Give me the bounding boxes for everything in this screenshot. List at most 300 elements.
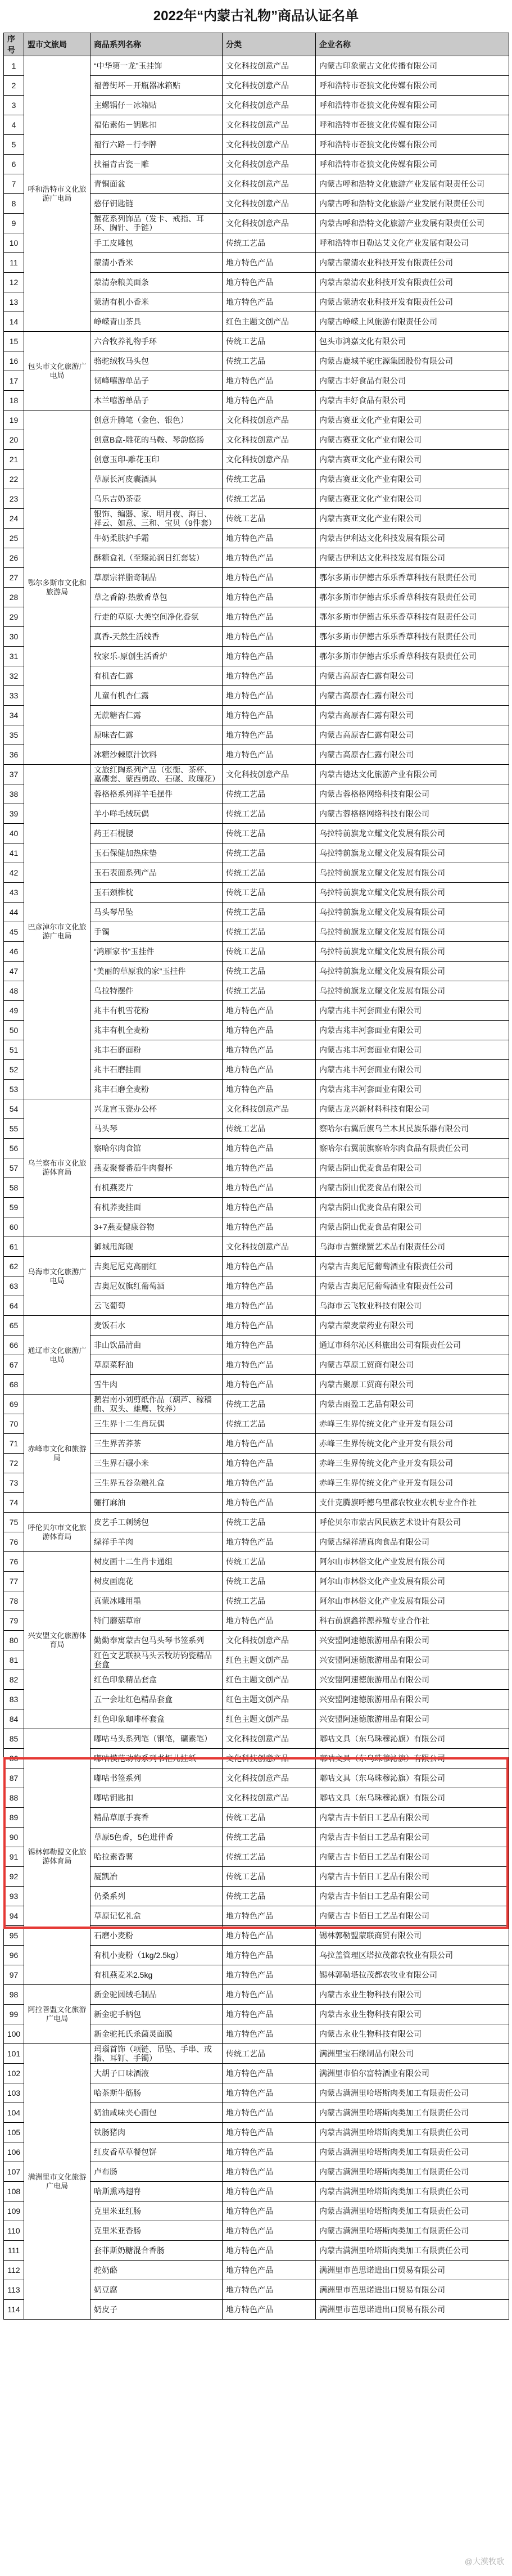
product-name: 青铜面盆: [90, 174, 223, 194]
category-cell: 地方特色产品: [223, 1021, 316, 1040]
category-cell: 地方特色产品: [223, 2300, 316, 2320]
product-name: 三生界石碾小米: [90, 1454, 223, 1473]
row-number: 112: [4, 2261, 24, 2280]
product-name: 骆驼绒牧马头包: [90, 351, 223, 371]
product-name: 无蔗糖杏仁露: [90, 706, 223, 725]
category-cell: 传统工艺品: [223, 981, 316, 1001]
company-cell: 内蒙古满洲里哈塔斯肉类加工有限责任公司: [316, 2221, 509, 2241]
row-number: 73: [4, 1473, 24, 1493]
product-name: 3+7燕麦健康谷物: [90, 1217, 223, 1237]
table-body: [4, 56, 509, 2320]
product-name: 红色印象精品套盒: [90, 1670, 223, 1690]
row-number: 36: [4, 745, 24, 765]
row-number: 19: [4, 410, 24, 430]
company-cell: 内蒙古赛亚文化产业有限公司: [316, 450, 509, 470]
company-cell: 内蒙古龙兴新材料科技有限公司: [316, 1099, 509, 1119]
category-cell: 传统工艺品: [223, 1572, 316, 1591]
row-number: 66: [4, 1336, 24, 1355]
category-cell: 文化科技创意产品: [223, 76, 316, 96]
row-number: 70: [4, 1414, 24, 1434]
product-name: “美丽的草原我的家”玉挂件: [90, 962, 223, 981]
company-cell: 内蒙古赛亚文化产业有限公司: [316, 470, 509, 489]
product-name: 树皮画鹿花: [90, 1572, 223, 1591]
company-cell: 乌拉盖管理区塔拉茂都农牧业有限公司: [316, 1946, 509, 1965]
row-number: 111: [4, 2241, 24, 2261]
company-cell: 满洲里市伯尔富特酒业有限公司: [316, 2064, 509, 2083]
company-cell: 内蒙古高原杏仁露有限公司: [316, 686, 509, 706]
row-number: 38: [4, 784, 24, 804]
category-cell: 地方特色产品: [223, 1178, 316, 1198]
category-cell: 地方特色产品: [223, 627, 316, 647]
category-cell: 地方特色产品: [223, 1454, 316, 1473]
category-cell: 地方特色产品: [223, 1217, 316, 1237]
category-cell: 地方特色产品: [223, 1001, 316, 1021]
row-number: 113: [4, 2280, 24, 2300]
company-cell: 内蒙古蒙清农业科技开发有限责任公司: [316, 273, 509, 292]
row-number: 33: [4, 686, 24, 706]
category-cell: 文化科技创意产品: [223, 1749, 316, 1769]
company-cell: 赤峰三生界传统文化产业开发有限公司: [316, 1434, 509, 1454]
category-cell: 地方特色产品: [223, 1493, 316, 1513]
company-cell: 内蒙古满洲里哈塔斯肉类加工有限责任公司: [316, 2162, 509, 2182]
category-cell: 地方特色产品: [223, 2005, 316, 2024]
category-cell: 地方特色产品: [223, 1080, 316, 1099]
table-row: [4, 1985, 509, 2005]
company-cell: 满洲里市芭思诺进出口贸易有限公司: [316, 2280, 509, 2300]
product-name: 有机燕麦片: [90, 1178, 223, 1198]
bureau-cell: 满洲里市文化旅游广电局: [24, 2044, 90, 2320]
row-number: 108: [4, 2182, 24, 2201]
category-cell: 传统工艺品: [223, 2044, 316, 2064]
row-number: 27: [4, 568, 24, 588]
row-number: 60: [4, 1217, 24, 1237]
category-cell: 传统工艺品: [223, 1887, 316, 1906]
product-name: 云飞葡萄: [90, 1296, 223, 1316]
category-cell: 传统工艺品: [223, 509, 316, 529]
product-name: 嘟咕模范动物系列书柜儿挂纸: [90, 1749, 223, 1769]
category-cell: 地方特色产品: [223, 1434, 316, 1454]
company-cell: 内蒙古赛亚文化产业有限公司: [316, 489, 509, 509]
company-cell: 内蒙古蓉格格网络科技有限公司: [316, 784, 509, 804]
product-name: 红色印象咖啡杯套盒: [90, 1709, 223, 1729]
product-name: 雪牛肉: [90, 1375, 223, 1395]
product-name: 草原记忆礼盒: [90, 1906, 223, 1926]
product-name: 药王石棍腰: [90, 824, 223, 843]
product-name: 创意玉印-雕花玉印: [90, 450, 223, 470]
company-cell: 内蒙古阴山优麦食品有限公司: [316, 1178, 509, 1198]
product-name: 铁肠猪肉: [90, 2123, 223, 2142]
company-cell: 兴安盟阿速德旅游用品有限公司: [316, 1709, 509, 1729]
company-cell: 呼和浩特市苍狼文化传媒有限公司: [316, 96, 509, 115]
product-name: 手镯: [90, 922, 223, 942]
company-cell: 内蒙古阴山优麦食品有限公司: [316, 1217, 509, 1237]
company-cell: 嘟咕文具（东乌珠穆沁旗）有限公司: [316, 1769, 509, 1788]
category-cell: 地方特色产品: [223, 1985, 316, 2005]
category-cell: 地方特色产品: [223, 1296, 316, 1316]
category-cell: 传统工艺品: [223, 962, 316, 981]
row-number: 43: [4, 883, 24, 903]
category-cell: 地方特色产品: [223, 1060, 316, 1080]
company-cell: 阿尔山市林俗文化产业发展有限公司: [316, 1572, 509, 1591]
company-cell: 内蒙古雨盈工艺品有限公司: [316, 1395, 509, 1414]
row-number: 76: [4, 1552, 24, 1572]
row-number: 1: [4, 56, 24, 76]
category-cell: 传统工艺品: [223, 843, 316, 863]
category-cell: 地方特色产品: [223, 1336, 316, 1355]
company-cell: 兴安盟阿速德旅游用品有限公司: [316, 1650, 509, 1670]
category-cell: 地方特色产品: [223, 1473, 316, 1493]
company-cell: 内蒙古呼和浩特文化旅游产业发展有限责任公司: [316, 214, 509, 233]
category-cell: 地方特色产品: [223, 2221, 316, 2241]
product-name: 创意升腾笔（金色、银色）: [90, 410, 223, 430]
category-cell: 地方特色产品: [223, 273, 316, 292]
category-cell: 地方特色产品: [223, 548, 316, 568]
product-name: 乌乐吉奶茶壶: [90, 489, 223, 509]
row-number: 59: [4, 1198, 24, 1217]
product-name: 吉奥尼奴旗红葡萄酒: [90, 1276, 223, 1296]
row-number: 76: [4, 1532, 24, 1552]
row-number: 107: [4, 2162, 24, 2182]
column-header-company: 企业名称: [316, 33, 509, 56]
row-number: 93: [4, 1887, 24, 1906]
category-cell: 地方特色产品: [223, 1906, 316, 1926]
product-name: 乌拉特摆件: [90, 981, 223, 1001]
category-cell: 传统工艺品: [223, 804, 316, 824]
product-name: 牛奶柔肤护手霜: [90, 529, 223, 548]
category-cell: 地方特色产品: [223, 2123, 316, 2142]
product-name: 勤勤奉寓蒙古包马头琴书签系列: [90, 1631, 223, 1650]
row-number: 24: [4, 509, 24, 529]
company-cell: 察哈尔右翼后旗乌兰木其民族乐器有限公司: [316, 1119, 509, 1139]
row-number: 97: [4, 1965, 24, 1985]
company-cell: 通辽市科尔沁区科旅出公司有限责任公司: [316, 1336, 509, 1355]
category-cell: 文化科技创意产品: [223, 115, 316, 135]
product-name: 羊小咩毛绒玩偶: [90, 804, 223, 824]
row-number: 74: [4, 1493, 24, 1513]
product-name: 套菲斯奶糖混合香肠: [90, 2241, 223, 2261]
category-cell: 地方特色产品: [223, 1316, 316, 1336]
product-name: 福善街坏－开瓶器冰箱贴: [90, 76, 223, 96]
product-name: 骊打麻油: [90, 1493, 223, 1513]
category-cell: 地方特色产品: [223, 588, 316, 607]
product-name: 蒙清杂粮美面条: [90, 273, 223, 292]
company-cell: 呼和浩特市苍狼文化传媒有限公司: [316, 135, 509, 155]
company-cell: 内蒙古蒙麦蒙药业有限公司: [316, 1316, 509, 1336]
company-cell: 呼和浩特市苍狼文化传媒有限公司: [316, 76, 509, 96]
product-name: 文旅红陶系列产品（张衡、茶杯、嘉碟套、蒙西勇敢、石碾、玫瑰花）: [90, 765, 223, 784]
row-number: 64: [4, 1296, 24, 1316]
column-header-category: 分类: [223, 33, 316, 56]
category-cell: 传统工艺品: [223, 332, 316, 351]
category-cell: 地方特色产品: [223, 2083, 316, 2103]
row-number: 102: [4, 2064, 24, 2083]
company-cell: 内蒙古阴山优麦食品有限公司: [316, 1158, 509, 1178]
product-name: 非山饮品清曲: [90, 1336, 223, 1355]
category-cell: 红色主题文创产品: [223, 312, 316, 332]
row-number: 82: [4, 1670, 24, 1690]
company-cell: 满洲里宝石缘制品有限公司: [316, 2044, 509, 2064]
bureau-cell: 锡林郭勒盟文化旅游体育局: [24, 1729, 90, 1985]
company-cell: 内蒙古聚原工贸商有限公司: [316, 1375, 509, 1395]
product-name: 仍桑系列: [90, 1887, 223, 1906]
product-name: 酥糖盒礼（至臻沁润日红套装）: [90, 548, 223, 568]
company-cell: 内蒙古吉奥尼尼葡萄酒业有限责任公司: [316, 1276, 509, 1296]
category-cell: 传统工艺品: [223, 1552, 316, 1572]
bureau-cell: 鄂尔多斯市文化和旅游局: [24, 410, 90, 765]
product-name: 精品草原手赛香: [90, 1808, 223, 1828]
category-cell: 传统工艺品: [223, 824, 316, 843]
row-number: 29: [4, 607, 24, 627]
column-header-no: 序号: [4, 33, 24, 56]
company-cell: 内蒙古蒙清农业科技开发有限责任公司: [316, 292, 509, 312]
category-cell: 文化科技创意产品: [223, 1769, 316, 1788]
category-cell: 地方特色产品: [223, 1355, 316, 1375]
product-name: 木兰嘻游单品子: [90, 391, 223, 410]
company-cell: 内蒙古满洲里哈塔斯肉类加工有限责任公司: [316, 2083, 509, 2103]
product-name: 原味杏仁露: [90, 725, 223, 745]
row-number: 80: [4, 1631, 24, 1650]
product-name: 蓉格格系列祥羊毛摆件: [90, 784, 223, 804]
category-cell: 地方特色产品: [223, 607, 316, 627]
row-number: 54: [4, 1099, 24, 1119]
category-cell: 传统工艺品: [223, 1414, 316, 1434]
category-cell: 地方特色产品: [223, 568, 316, 588]
row-number: 11: [4, 253, 24, 273]
company-cell: 内蒙古绿祥清真肉食品有限公司: [316, 1532, 509, 1552]
category-cell: 文化科技创意产品: [223, 430, 316, 450]
product-name: 玉石表面系列产品: [90, 863, 223, 883]
watermark: @大漠牧歌: [464, 2557, 504, 2566]
category-cell: 传统工艺品: [223, 1867, 316, 1887]
company-cell: 内蒙古满洲里哈塔斯肉类加工有限责任公司: [316, 2123, 509, 2142]
product-name: 吉奥尼尼克高丽红: [90, 1257, 223, 1276]
product-name: 石磨小麦粉: [90, 1926, 223, 1946]
row-number: 26: [4, 548, 24, 568]
category-cell: 地方特色产品: [223, 745, 316, 765]
category-cell: 地方特色产品: [223, 1611, 316, 1631]
category-cell: 传统工艺品: [223, 784, 316, 804]
category-cell: 地方特色产品: [223, 1257, 316, 1276]
row-number: 114: [4, 2300, 24, 2320]
row-number: 7: [4, 174, 24, 194]
row-number: 8: [4, 194, 24, 214]
category-cell: 地方特色产品: [223, 706, 316, 725]
row-number: 77: [4, 1572, 24, 1591]
product-name: 皮艺手工刺绣包: [90, 1513, 223, 1532]
company-cell: 满洲里市芭思诺进出口贸易有限公司: [316, 2300, 509, 2320]
row-number: 67: [4, 1355, 24, 1375]
product-name: 哈斯熏鸡翅脊: [90, 2182, 223, 2201]
product-name: 玛瑙首饰（项链、吊坠、手串、戒指、耳钉、手镯）: [90, 2044, 223, 2064]
row-number: 52: [4, 1060, 24, 1080]
category-cell: 地方特色产品: [223, 647, 316, 666]
row-number: 87: [4, 1769, 24, 1788]
row-number: 75: [4, 1513, 24, 1532]
category-cell: 传统工艺品: [223, 863, 316, 883]
bureau-cell: 通辽市文化旅游广电局: [24, 1316, 90, 1395]
category-cell: 文化科技创意产品: [223, 56, 316, 76]
row-number: 20: [4, 430, 24, 450]
company-cell: 嘟咕文具（东乌珠穆沁旗）有限公司: [316, 1749, 509, 1769]
company-cell: 内蒙古赛亚文化产业有限公司: [316, 430, 509, 450]
product-name: 蒙清小香米: [90, 253, 223, 273]
bureau-cell: 呼和浩特市文化旅游广电局: [24, 56, 90, 332]
company-cell: 乌拉特前旗龙立耀文化发展有限公司: [316, 962, 509, 981]
row-number: 39: [4, 804, 24, 824]
column-header-product: 商品系列名称: [90, 33, 223, 56]
company-cell: 内蒙古吉卡佰日工艺品有限公司: [316, 1867, 509, 1887]
company-cell: 内蒙古呼和浩特文化旅游产业发展有限责任公司: [316, 194, 509, 214]
row-number: 34: [4, 706, 24, 725]
table-row: [4, 2044, 509, 2064]
product-name: 草原菜籽油: [90, 1355, 223, 1375]
company-cell: 嘟咕文具（东乌珠穆沁旗）有限公司: [316, 1788, 509, 1808]
product-name: 憨仔钥匙链: [90, 194, 223, 214]
company-cell: 内蒙古永业生物科技有限公司: [316, 1985, 509, 2005]
category-cell: 文化科技创意产品: [223, 155, 316, 174]
company-cell: 内蒙古伊利达文化科技发展有限公司: [316, 529, 509, 548]
bureau-cell: 乌海市文化旅游广电局: [24, 1237, 90, 1316]
product-name: 绿祥手羊肉: [90, 1532, 223, 1552]
row-number: 31: [4, 647, 24, 666]
product-name: 真香-天然生活线香: [90, 627, 223, 647]
table-row: [4, 410, 509, 430]
row-number: 2: [4, 76, 24, 96]
product-name: 驼奶酪: [90, 2261, 223, 2280]
row-number: 94: [4, 1906, 24, 1926]
row-number: 6: [4, 155, 24, 174]
category-cell: 文化科技创意产品: [223, 1729, 316, 1749]
row-number: 46: [4, 942, 24, 962]
product-name: 兆丰有机全麦粉: [90, 1021, 223, 1040]
company-cell: 内蒙古吉卡佰日工艺品有限公司: [316, 1887, 509, 1906]
company-cell: 内蒙古赛亚文化产业有限公司: [316, 509, 509, 529]
row-number: 14: [4, 312, 24, 332]
company-cell: 内蒙古永业生物科技有限公司: [316, 2005, 509, 2024]
row-number: 98: [4, 1985, 24, 2005]
product-name: 玉石保健加热床垫: [90, 843, 223, 863]
company-cell: 满洲里市芭思诺进出口贸易有限公司: [316, 2261, 509, 2280]
category-cell: 地方特色产品: [223, 686, 316, 706]
category-cell: 传统工艺品: [223, 233, 316, 253]
table-row: [4, 765, 509, 784]
company-cell: 内蒙古峥嵘上风旅游有限责任公司: [316, 312, 509, 332]
company-cell: 锡林郭勒盟蒙联商贸有限公司: [316, 1926, 509, 1946]
category-cell: 文化科技创意产品: [223, 765, 316, 784]
category-cell: 地方特色产品: [223, 2241, 316, 2261]
row-number: 17: [4, 371, 24, 391]
row-number: 95: [4, 1926, 24, 1946]
product-name: 嘟咕马头系列笔（钢笔，礦素笔）: [90, 1729, 223, 1749]
category-cell: 传统工艺品: [223, 883, 316, 903]
company-cell: 乌拉特前旗龙立耀文化发展有限公司: [316, 942, 509, 962]
category-cell: 红色主题文创产品: [223, 1690, 316, 1709]
row-number: 69: [4, 1395, 24, 1414]
row-number: 53: [4, 1080, 24, 1099]
row-number: 15: [4, 332, 24, 351]
product-name: 奶豆腐: [90, 2280, 223, 2300]
category-cell: 地方特色产品: [223, 529, 316, 548]
category-cell: 地方特色产品: [223, 2162, 316, 2182]
company-cell: 鄂尔多斯市伊德古乐乐香草科技有限责任公司: [316, 627, 509, 647]
row-number: 90: [4, 1828, 24, 1847]
company-cell: 内蒙古兆丰河套面业有限公司: [316, 1060, 509, 1080]
category-cell: 地方特色产品: [223, 292, 316, 312]
row-number: 56: [4, 1139, 24, 1158]
product-name: 六合牧养礼物手环: [90, 332, 223, 351]
company-cell: 赤峰三生界传统文化产业开发有限公司: [316, 1473, 509, 1493]
category-cell: 传统工艺品: [223, 1847, 316, 1867]
row-number: 72: [4, 1454, 24, 1473]
row-number: 3: [4, 96, 24, 115]
row-number: 30: [4, 627, 24, 647]
company-cell: 内蒙古满洲里哈塔斯肉类加工有限责任公司: [316, 2182, 509, 2201]
company-cell: 内蒙古吉奥尼尼葡萄酒业有限责任公司: [316, 1257, 509, 1276]
product-name: 兴龙宫玉瓷办公杯: [90, 1099, 223, 1119]
category-cell: 传统工艺品: [223, 489, 316, 509]
table-header-row: [4, 33, 509, 56]
row-number: 110: [4, 2221, 24, 2241]
category-cell: 传统工艺品: [223, 1119, 316, 1139]
company-cell: 赤峰三生界传统文化产业开发有限公司: [316, 1414, 509, 1434]
company-cell: 支什克腾旗呼德乌里都农牧业农机专业合作社: [316, 1493, 509, 1513]
product-name: 冰糖沙棘原汁饮料: [90, 745, 223, 765]
product-name: 哈拉素香薯: [90, 1847, 223, 1867]
product-name: 树皮画十二生肖卡通组: [90, 1552, 223, 1572]
row-number: 22: [4, 470, 24, 489]
company-cell: 内蒙古兆丰河套面业有限公司: [316, 1001, 509, 1021]
category-cell: 文化科技创意产品: [223, 450, 316, 470]
row-number: 48: [4, 981, 24, 1001]
company-cell: 呼和浩特市苍狼文化传媒有限公司: [316, 155, 509, 174]
product-name: 红色文艺联袂马头云牧坊钧瓷精品套盒: [90, 1650, 223, 1670]
row-number: 42: [4, 863, 24, 883]
company-cell: 内蒙古丰好食品有限公司: [316, 371, 509, 391]
product-name: 马头琴吊坠: [90, 903, 223, 922]
company-cell: 乌拉特前旗龙立耀文化发展有限公司: [316, 903, 509, 922]
company-cell: 内蒙古高原杏仁露有限公司: [316, 745, 509, 765]
company-cell: 内蒙古高原杏仁露有限公司: [316, 666, 509, 686]
row-number: 106: [4, 2142, 24, 2162]
row-number: 51: [4, 1040, 24, 1060]
table-row: [4, 1099, 509, 1119]
row-number: 109: [4, 2201, 24, 2221]
product-name: 奶皮子: [90, 2300, 223, 2320]
company-cell: 锡林郭勒塔拉茂都农牧业有限公司: [316, 1965, 509, 1985]
company-cell: 鄂尔多斯市伊德古乐乐香草科技有限责任公司: [316, 588, 509, 607]
company-cell: 乌海市云飞牧业科技有限公司: [316, 1296, 509, 1316]
row-number: 58: [4, 1178, 24, 1198]
row-number: 68: [4, 1375, 24, 1395]
category-cell: 传统工艺品: [223, 351, 316, 371]
company-cell: 乌拉特前旗龙立耀文化发展有限公司: [316, 922, 509, 942]
company-cell: 兴安盟阿速德旅游用品有限公司: [316, 1690, 509, 1709]
category-cell: 文化科技创意产品: [223, 410, 316, 430]
row-number: 35: [4, 725, 24, 745]
category-cell: 地方特色产品: [223, 666, 316, 686]
company-cell: 内蒙古高原杏仁露有限公司: [316, 706, 509, 725]
category-cell: 传统工艺品: [223, 1513, 316, 1532]
row-number: 104: [4, 2103, 24, 2123]
row-number: 91: [4, 1847, 24, 1867]
company-cell: 内蒙古满洲里哈塔斯肉类加工有限责任公司: [316, 2103, 509, 2123]
product-name: 创意B盒-雕花的马鞍、琴韵悠扬: [90, 430, 223, 450]
category-cell: 文化科技创意产品: [223, 1099, 316, 1119]
product-name: 卢布肠: [90, 2162, 223, 2182]
category-cell: 文化科技创意产品: [223, 1237, 316, 1257]
category-cell: 红色主题文创产品: [223, 1670, 316, 1690]
category-cell: 地方特色产品: [223, 2103, 316, 2123]
